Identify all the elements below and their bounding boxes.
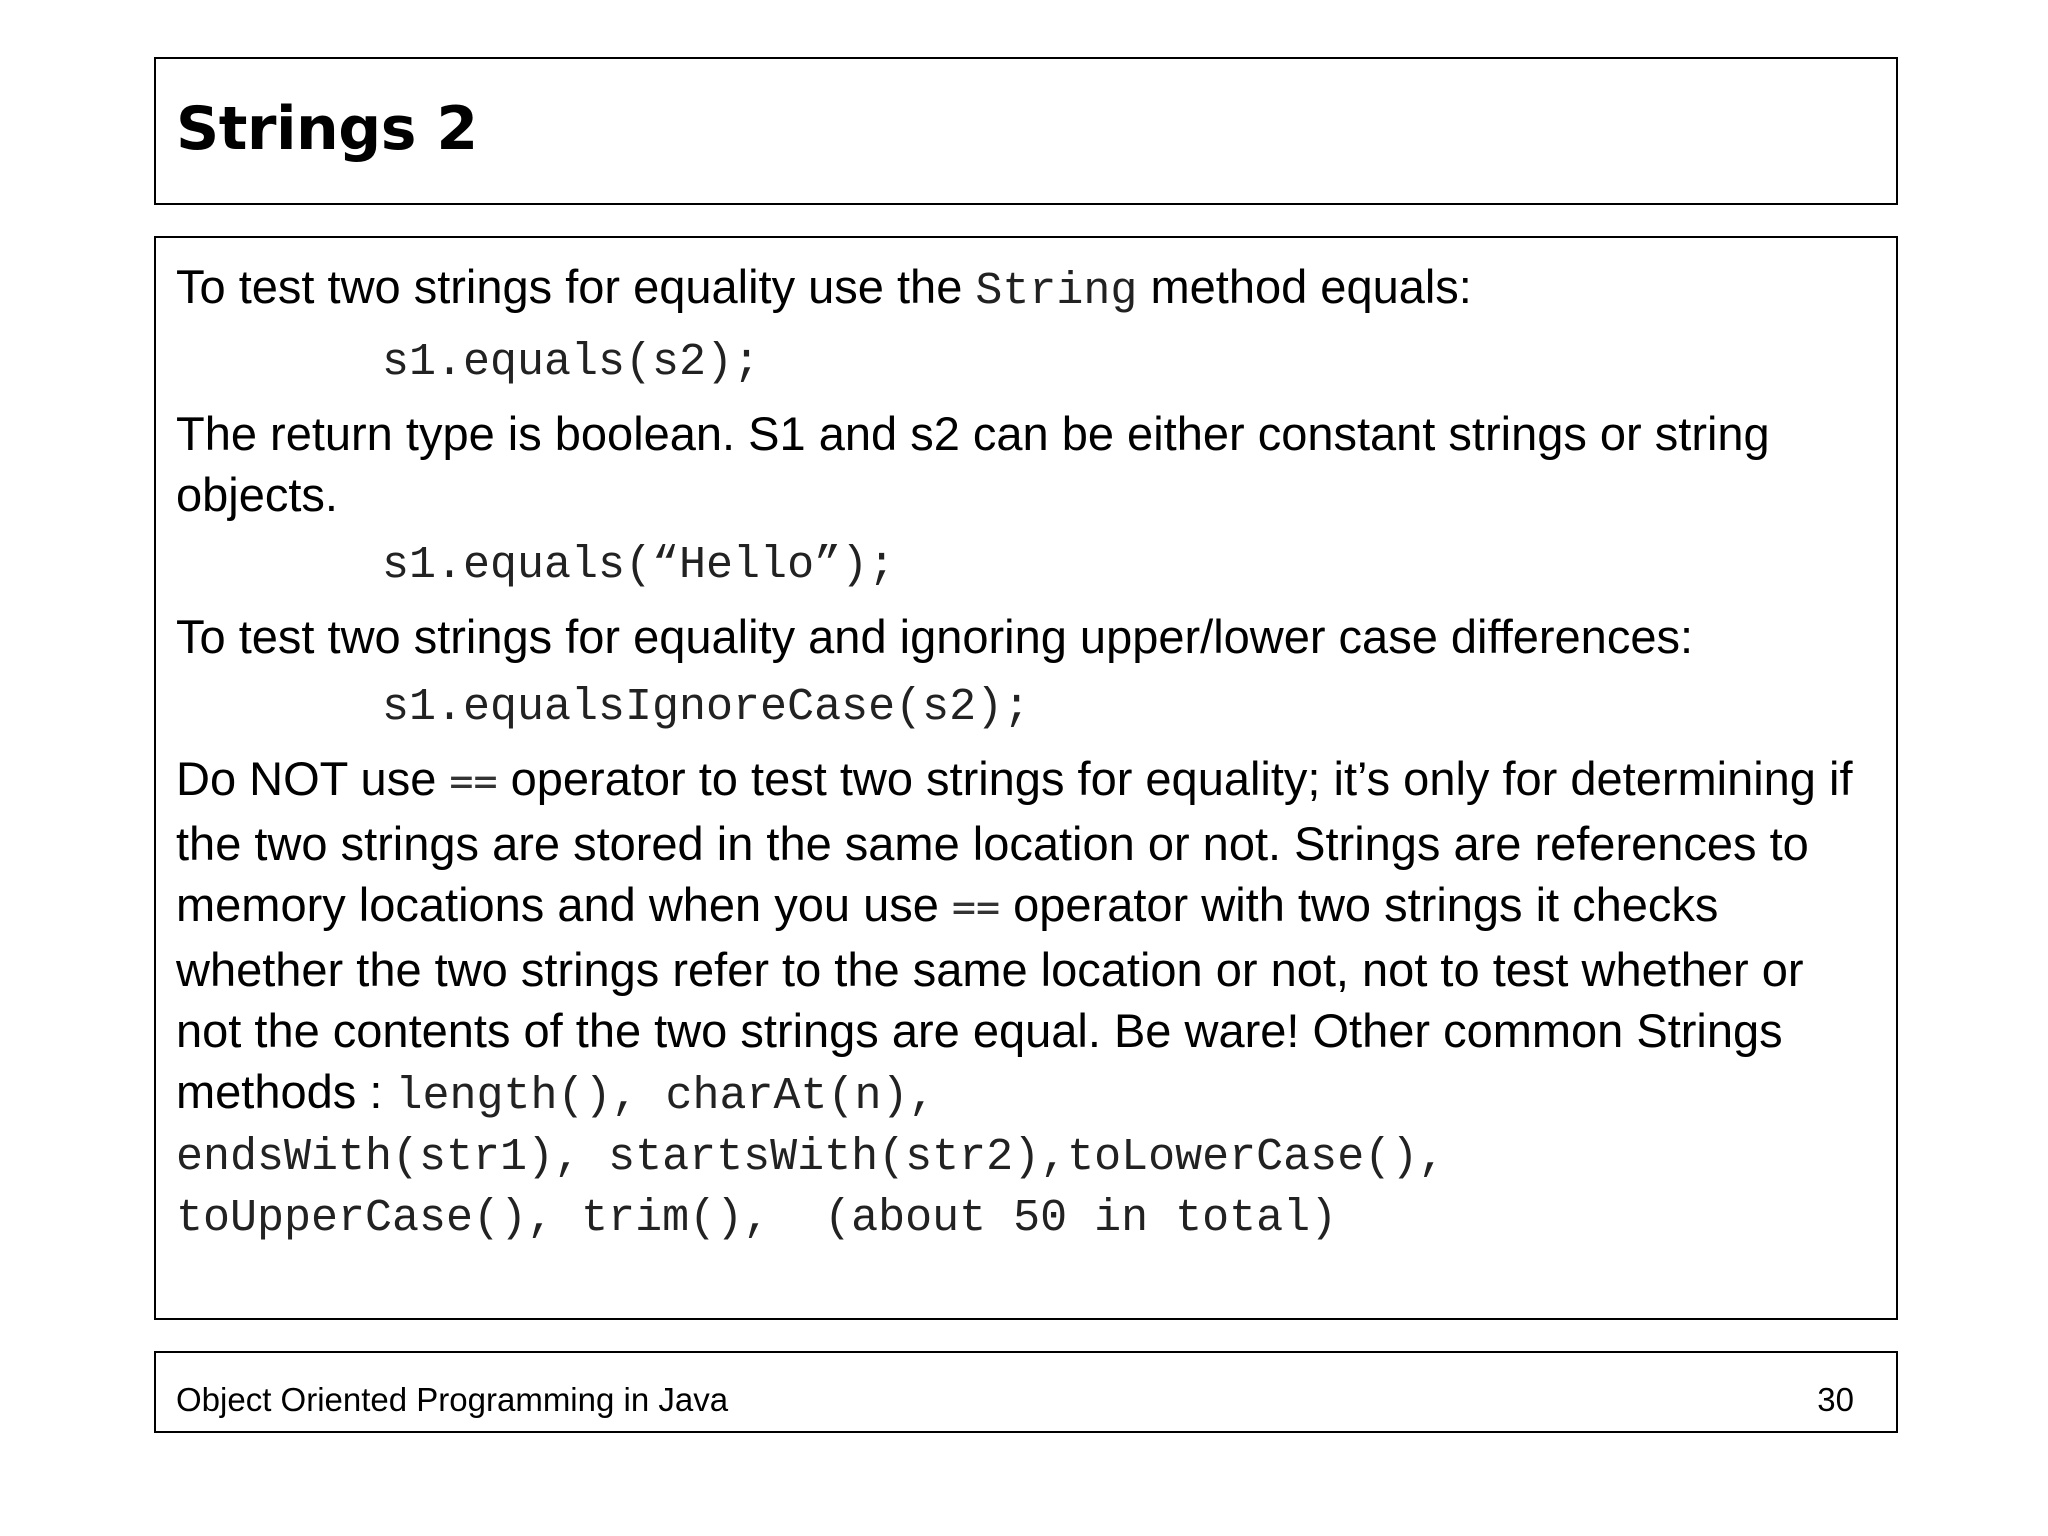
inline-code-methods: length(), charAt(n),	[395, 1071, 936, 1122]
footer-course-title: Object Oriented Programming in Java	[176, 1381, 729, 1418]
text-segment: To test two strings for equality use the	[176, 260, 976, 313]
content-box	[154, 236, 1898, 1320]
text-segment: operator with two strings it checks whether the two strings refer to the same location or not, not to test whether or not the contents of the two strings are equal. Be ware! Other common Strings methods :	[176, 878, 1804, 1118]
footer-page-number: 30	[1817, 1381, 1854, 1418]
methods-list-line-2: endsWith(str1), startsWith(str2),toLowerCase(),	[176, 1132, 1446, 1183]
code-example-equals-hello: s1.equals(“Hello”);	[382, 540, 896, 591]
content-body	[176, 256, 1876, 1249]
paragraph-equals-intro	[176, 256, 1876, 322]
code-example-equals-ignore-case: s1.equalsIgnoreCase(s2);	[382, 682, 1031, 733]
page-title: Strings 2	[176, 94, 478, 164]
footer-box	[154, 1351, 1898, 1433]
code-example-equals: s1.equals(s2);	[382, 337, 761, 388]
text-segment: operator to test two strings for equality; it’s only for determining if the two strings are stored in the same location or not. Strings are references to memory locations and when you use	[176, 752, 1853, 931]
methods-list-line-3: toUpperCase(), trim(), (about 50 in total)	[176, 1193, 1338, 1244]
title-box	[154, 57, 1898, 205]
operator-equality: ==	[951, 885, 1001, 931]
inline-code-string: String	[975, 266, 1138, 317]
text-segment: method equals:	[1137, 260, 1472, 313]
paragraph-return-type: The return type is boolean. S1 and s2 can be either constant strings or string objects.	[176, 407, 1770, 521]
text-segment: Do NOT use	[176, 752, 450, 805]
paragraph-warning	[176, 748, 1876, 1127]
paragraph-ignore-case: To test two strings for equality and ignoring upper/lower case differences:	[176, 610, 1694, 663]
operator-equality: ==	[449, 759, 498, 805]
